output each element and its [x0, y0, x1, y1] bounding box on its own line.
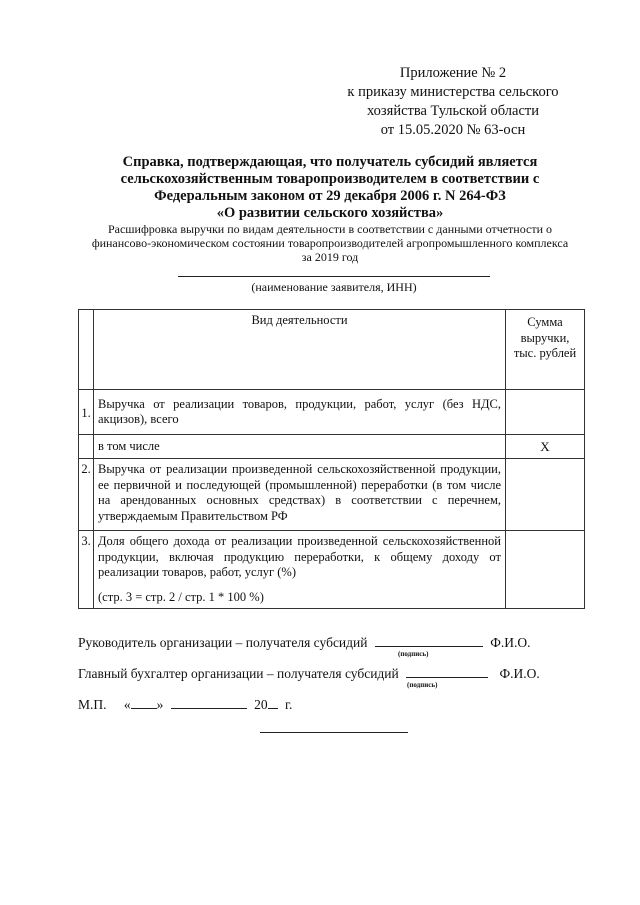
header-sum-line-3: тыс. рублей	[513, 346, 577, 360]
stamp-label: М.П.	[78, 697, 107, 712]
document-subtitle	[60, 222, 600, 264]
header-sum-line-1: Сумма	[527, 315, 563, 329]
applicant-blank-line	[178, 276, 490, 277]
applicant-caption: (наименование заявителя, ИНН)	[251, 280, 417, 294]
accountant-signature-field[interactable]	[406, 663, 488, 678]
head-fio: Ф.И.О.	[490, 635, 531, 650]
quote-open: «	[123, 697, 131, 712]
head-signature-field[interactable]	[375, 632, 483, 647]
accountant-signature-caption: (подпись)	[407, 681, 438, 689]
title-line-1: Справка, подтверждающая, что получатель субсидий является	[122, 154, 538, 170]
head-signature-caption: (подпись)	[398, 650, 429, 658]
row-incl-mark: X	[506, 435, 585, 459]
revenue-table	[78, 309, 585, 609]
header-activity: Вид деятельности	[94, 310, 506, 390]
subtitle-line-2: финансово-экономическом состоянии товаропроизводителей агропромышленного комплекса	[91, 236, 569, 250]
row-2-sum[interactable]	[506, 459, 585, 531]
subtitle-line-1: Расшифровка выручки по видам деятельности в соответствии с данными отчетности о	[107, 222, 553, 236]
title-line-2: сельскохозяйственным товаропроизводителем в соответствии с	[120, 171, 540, 187]
header-num-cell	[79, 310, 94, 390]
table-row	[79, 435, 585, 459]
month-field[interactable]	[171, 694, 247, 709]
header-sum-line-2: выручки,	[520, 330, 570, 345]
row-1-sum[interactable]	[506, 390, 585, 435]
title-line-4: «О развитии сельского хозяйства»	[216, 205, 444, 221]
accountant-fio: Ф.И.О.	[499, 666, 540, 681]
annex-order-line: к приказу министерства сельского	[347, 84, 559, 100]
year-suffix: г.	[285, 697, 293, 712]
row-1-text: Выручка от реализации товаров, продукции, работ, услуг (без НДС, акцизов), всего	[94, 390, 506, 435]
title-line-3: Федеральным законом от 29 декабря 2006 г. N 264-ФЗ	[154, 188, 506, 204]
quote-close: »	[156, 697, 164, 712]
row-3-formula: (стр. 3 = стр. 2 / стр. 1 * 100 %)	[98, 589, 264, 604]
subtitle-line-3: за 2019 год	[301, 250, 359, 264]
table-row	[79, 459, 585, 531]
table-row	[79, 390, 585, 435]
annex-block	[318, 64, 588, 140]
row-3-text	[94, 531, 506, 609]
row-3-description: Доля общего дохода от реализации произведенной сельскохозяйственной продукции, включая продукцию переработки, к общему доходу от реализации товаров, работ, услуг (%)	[98, 534, 501, 579]
header-sum	[506, 310, 585, 390]
table-header-row	[79, 310, 585, 390]
row-incl-text: в том числе	[94, 435, 506, 459]
row-incl-number	[79, 435, 94, 459]
row-2-number: 2.	[79, 459, 94, 531]
document-title	[60, 154, 600, 222]
annex-number: Приложение № 2	[399, 65, 507, 81]
row-1-number: 1.	[79, 390, 94, 435]
row-3-number: 3.	[79, 531, 94, 609]
table-row	[79, 531, 585, 609]
stamp-date-row	[78, 694, 292, 713]
day-field[interactable]	[131, 694, 157, 709]
row-3-sum[interactable]	[506, 531, 585, 609]
row-2-text: Выручка от реализации произведенной сельскохозяйственной продукции, ее первичной и последующей (промышленной) переработки (в том числе на арендованных основных средствах) в соответствии с перечнем, утверждаемым Правительством РФ	[94, 459, 506, 531]
head-label: Руководитель организации – получателя субсидий	[78, 635, 368, 650]
annex-date-line: от 15.05.2020 № 63-осн	[380, 122, 526, 138]
year-field[interactable]	[268, 694, 278, 709]
accountant-label: Главный бухгалтер организации – получателя субсидий	[78, 666, 399, 681]
closing-line	[260, 732, 408, 733]
head-signature-row	[78, 632, 531, 651]
year-prefix: 20	[254, 697, 268, 712]
accountant-signature-row	[78, 663, 540, 682]
annex-ministry-line: хозяйства Тульской области	[366, 103, 540, 119]
